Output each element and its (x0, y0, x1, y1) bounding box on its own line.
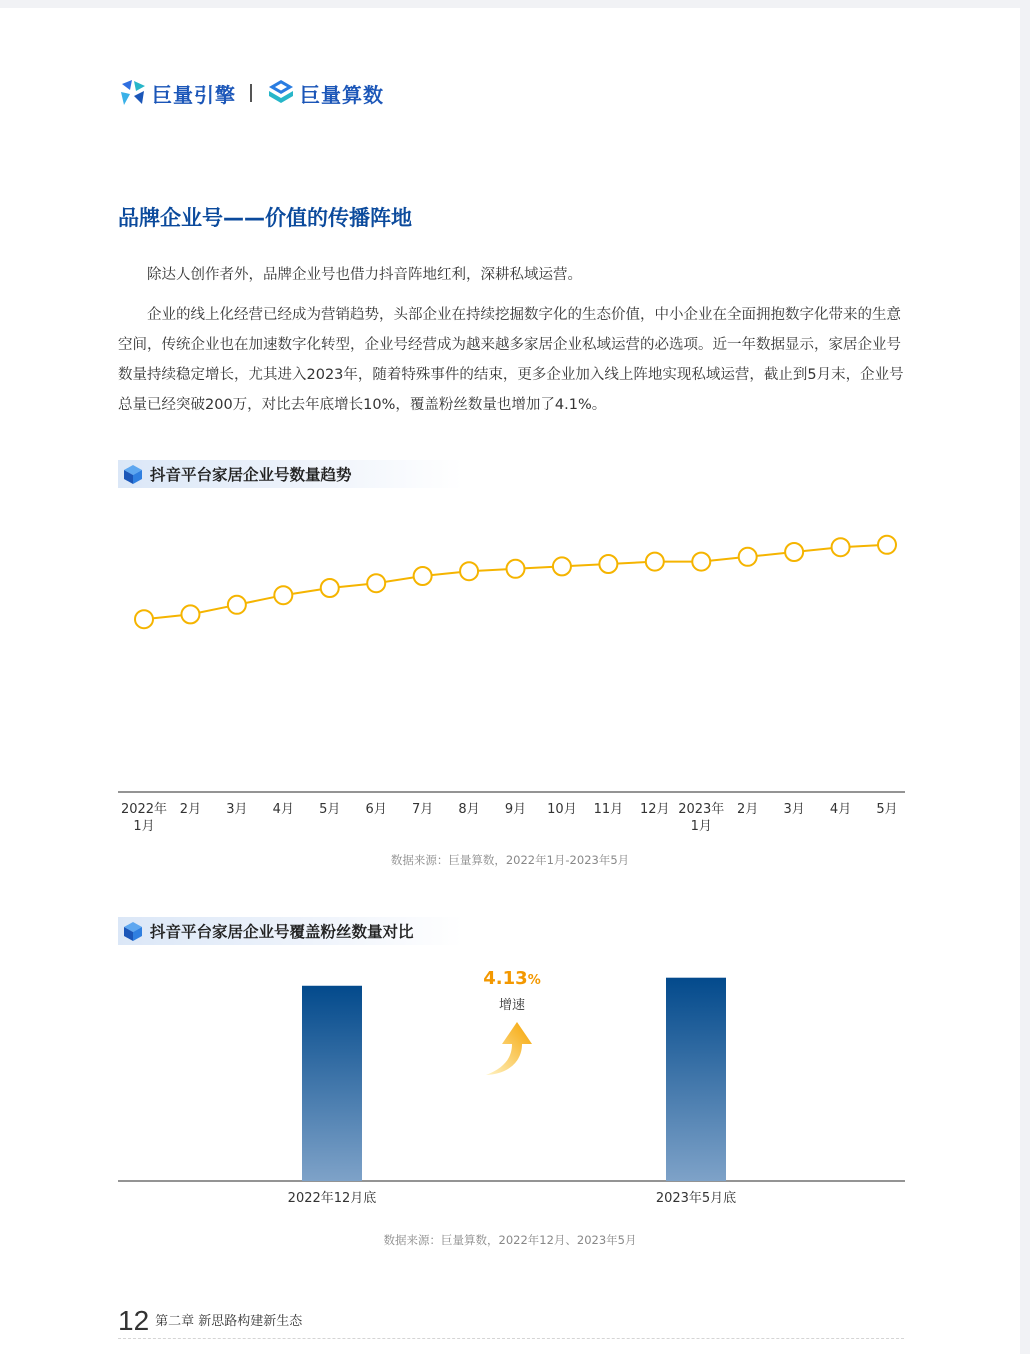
body-paragraph: 企业的线上化经营已经成为营销趋势，头部企业在持续挖掘数字化的生态价值，中小企业在全面拥抱数字化带来的生意空间，传统企业也在加速数字化转型，企业号经营成为越来越多家居企业私域运营的必选项。近一年数据显示，家居企业号数量持续稳定增长，尤其进入2023年，随着特殊事件的结束，更多企业加入线上阵地实现私域运营，截止到5月末，企业号总量已经突破200万，对比去年底增长10%，覆盖粉丝数量也增加了4.1%。 (118, 307, 904, 413)
page-number: 12 (118, 1305, 150, 1336)
x-tick-label: 12月 (640, 802, 670, 817)
cube-icon (122, 463, 144, 485)
report-page (0, 8, 1020, 1354)
juliang-engine-logo-text: 巨量引擎 (152, 82, 236, 107)
data-point (599, 555, 617, 573)
bar-chart-source: 数据来源：巨量算数，2022年12月、2023年5月 (383, 1233, 637, 1247)
line-chart-header (118, 460, 463, 488)
x-tick-label: 7月 (411, 802, 434, 817)
x-tick-label: 4月 (272, 802, 294, 817)
logo-bar (118, 76, 384, 110)
cube-icon (122, 920, 144, 942)
data-point (739, 548, 757, 566)
x-tick-label: 2月 (737, 802, 759, 817)
x-tick-label: 8月 (458, 802, 480, 817)
x-tick-label: 10月 (547, 802, 577, 817)
x-tick-label: 2023年 1月 (678, 802, 725, 834)
growth-text: 增速 (498, 998, 526, 1013)
up-arrow-icon (486, 1022, 532, 1075)
data-point (274, 586, 292, 604)
line-chart-title: 抖音平台家居企业号数量趋势 (150, 466, 352, 484)
line-chart-source: 数据来源：巨量算数，2022年1月-2023年5月 (390, 853, 630, 867)
bar-chart (0, 958, 1020, 1218)
data-point (228, 596, 246, 614)
data-point (692, 553, 710, 571)
data-point (181, 605, 199, 623)
data-point (507, 560, 525, 578)
bar-chart-title: 抖音平台家居企业号覆盖粉丝数量对比 (150, 923, 414, 941)
bar (666, 978, 726, 1181)
x-tick-label: 2023年5月底 (655, 1191, 737, 1206)
juliang-engine-logo (118, 78, 236, 108)
x-tick-label: 5月 (876, 802, 898, 817)
bar (302, 986, 362, 1181)
page-footer (118, 1306, 904, 1339)
x-tick-label: 6月 (365, 802, 387, 817)
x-tick-label: 2022年12月底 (287, 1191, 377, 1206)
x-tick-label: 2月 (179, 802, 202, 817)
data-point (785, 543, 803, 561)
data-point (553, 557, 571, 575)
x-tick-label: 2022年 1月 (120, 802, 168, 834)
data-point (135, 610, 153, 628)
section-title: 品牌企业号——价值的传播阵地 (118, 206, 412, 230)
juliang-suanshu-logo-icon (266, 78, 296, 108)
x-tick-label: 4月 (829, 802, 852, 817)
line-chart (0, 498, 1020, 848)
x-tick-label: 5月 (319, 802, 341, 817)
data-point (646, 553, 664, 571)
bar-chart-header (118, 917, 463, 945)
x-tick-label: 3月 (783, 802, 805, 817)
x-tick-label: 3月 (226, 802, 248, 817)
data-point (460, 562, 478, 580)
juliang-engine-logo-icon (118, 78, 148, 108)
chapter-title: 第二章 新思路构建新生态 (155, 1314, 303, 1329)
data-point (321, 579, 339, 597)
data-point (878, 536, 896, 554)
growth-rate-label: 4.13% (483, 968, 541, 989)
intro-paragraph: 除达人创作者外，品牌企业号也借力抖音阵地红利，深耕私域运营。 (147, 267, 582, 283)
data-point (832, 538, 850, 556)
x-tick-label: 11月 (593, 802, 624, 817)
trend-series-line (144, 545, 887, 619)
juliang-suanshu-logo (266, 78, 384, 108)
data-point (414, 567, 432, 585)
x-tick-label: 9月 (504, 802, 527, 817)
logo-divider (250, 84, 252, 102)
data-point (367, 574, 385, 592)
juliang-suanshu-logo-text: 巨量算数 (300, 82, 384, 107)
